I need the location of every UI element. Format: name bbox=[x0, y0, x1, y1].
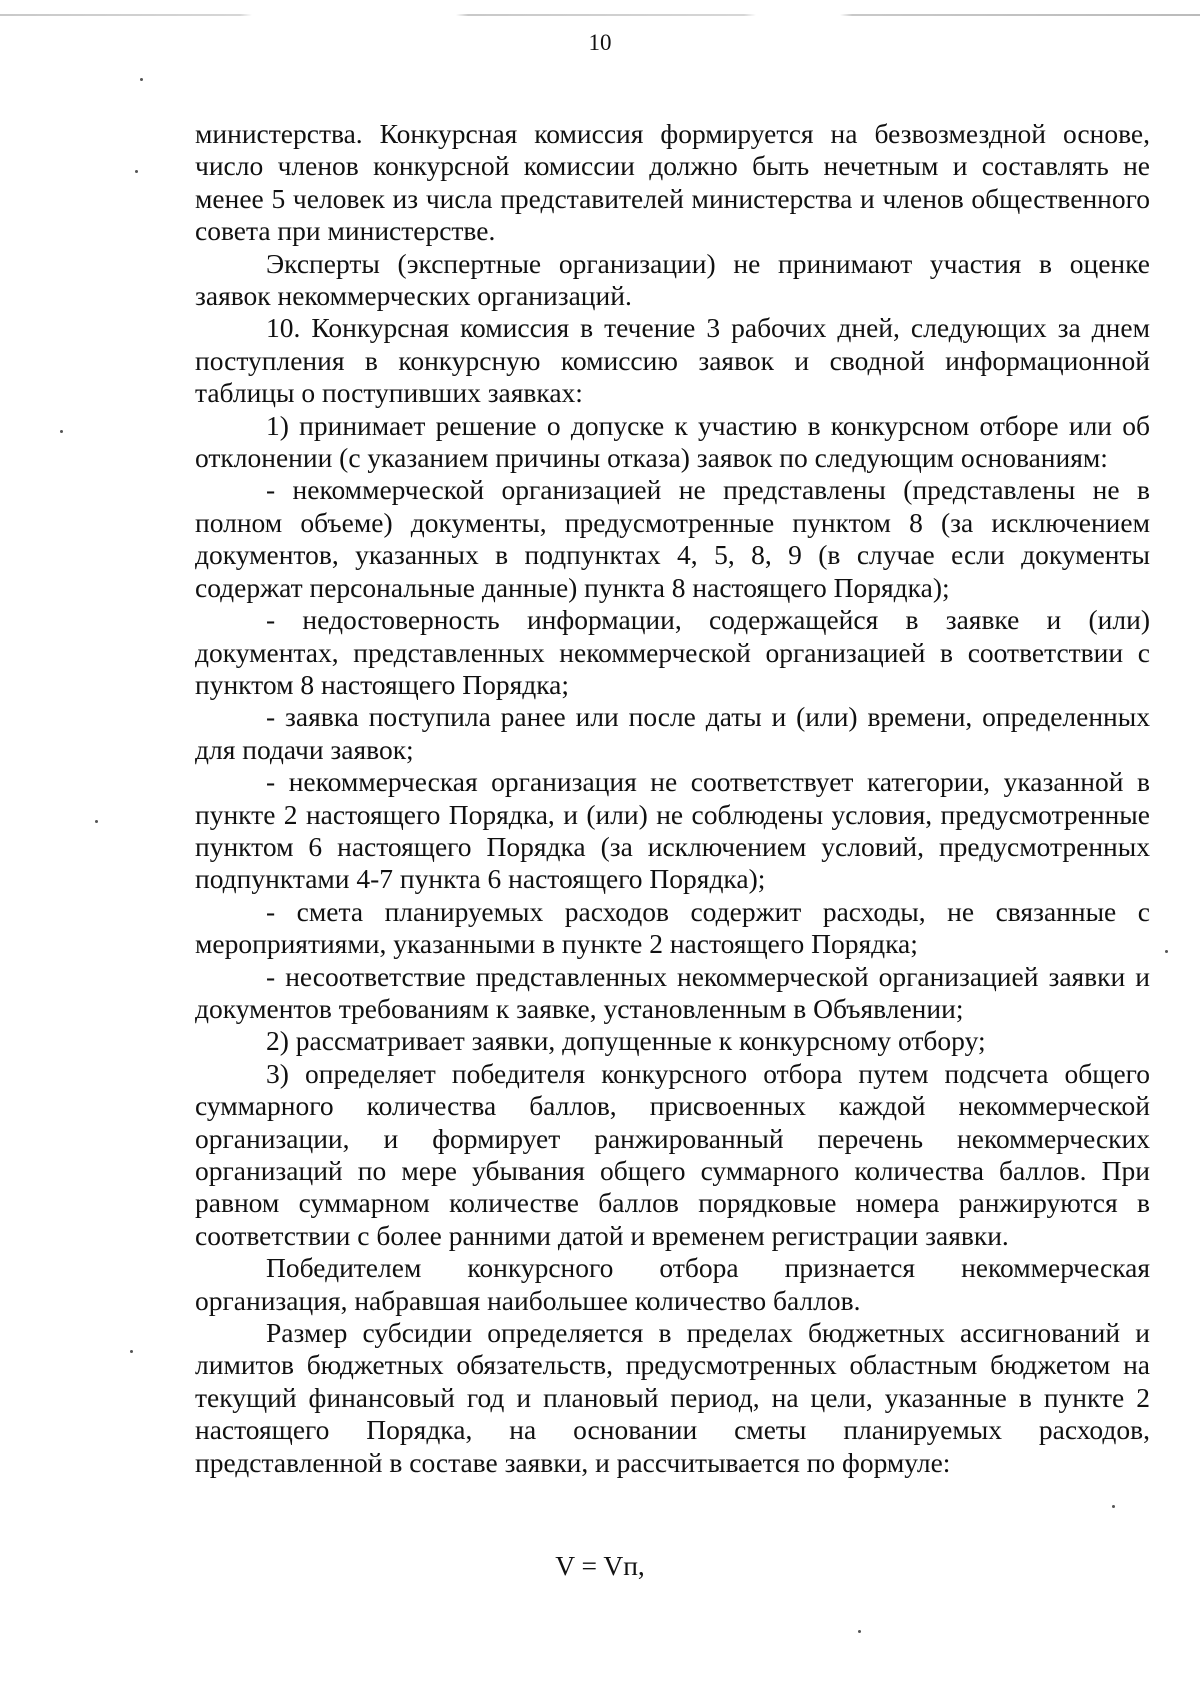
scan-speck bbox=[140, 78, 143, 81]
document-body bbox=[195, 118, 1150, 1479]
paragraph-ground-estimate: - смета планируемых расходов содержит расходы, не связанные с мероприятиями, указанными в пункте 2 настоящего Порядка; bbox=[195, 895, 1150, 960]
page-number: 10 bbox=[588, 30, 612, 55]
paragraph-item-10: 10. Конкурсная комиссия в течение 3 рабочих дней, следующих за днем поступления в конкурсную комиссию заявок и сводной информационной таблицы о поступивших заявках: bbox=[195, 312, 1150, 409]
subsidy-formula: V = Vп, bbox=[555, 1550, 645, 1581]
scan-edge-artifact bbox=[0, 14, 1200, 16]
paragraph-ground-category: - некоммерческая организация не соответствует категории, указанной в пункте 2 настоящего Порядка, и (или) не соблюдены условия, предусмотренные пунктом 6 настоящего Порядка (за исключением условий, предусмотренных подпунктами 4-7 пункта 6 настоящего Порядка); bbox=[195, 766, 1150, 895]
paragraph-ground-requirements: - несоответствие представленных некоммерческой организацией заявки и документов требованиям к заявке, установленным в Объявлении; bbox=[195, 960, 1150, 1024]
paragraph-ground-documents: - некоммерческой организацией не представлены (представлены не в полном объеме) документы, предусмотренные пунктом 8 (за исключением документов, указанных в подпунктах 4, 5, 8, 9 (в случае если документы содержат персональные данные) пункта 8 настоящего Порядка); bbox=[195, 474, 1150, 603]
scan-speck bbox=[1112, 1505, 1115, 1508]
paragraph-winner: Победителем конкурсного отбора признается некоммерческая организация, набравшая наибольшее количество баллов. bbox=[195, 1252, 1150, 1316]
paragraph-experts: Эксперты (экспертные организации) не принимают участия в оценке заявок некоммерческих организаций. bbox=[195, 247, 1150, 312]
paragraph-subitem-3: 3) определяет победителя конкурсного отбора путем подсчета общего суммарного количества баллов, присвоенных каждой некоммерческой организации, и формирует ранжированный перечень некоммерческих организаций по мере убывания общего суммарного количества баллов. При равном суммарном количестве баллов порядковые номера ранжируются в соответствии с более ранними датой и временем регистрации заявки. bbox=[195, 1057, 1150, 1251]
paragraph-subitem-1: 1) принимает решение о допуске к участию в конкурсном отборе или об отклонении (с указанием причины отказа) заявок по следующим основаниям: bbox=[195, 409, 1150, 474]
paragraph-commission-composition: министерства. Конкурсная комиссия формируется на безвозмездной основе, число членов конкурсной комиссии должно быть нечетным и составлять не менее 5 человек из числа представителей министерства и членов общественного совета при министерстве. bbox=[195, 118, 1150, 247]
paragraph-subitem-2: 2) рассматривает заявки, допущенные к конкурсному отбору; bbox=[266, 1025, 986, 1057]
scan-speck bbox=[135, 170, 138, 173]
scan-speck bbox=[130, 1350, 133, 1353]
paragraph-ground-timing: - заявка поступила ранее или после даты и (или) времени, определенных для подачи заявок; bbox=[195, 701, 1150, 765]
scan-speck bbox=[60, 430, 63, 433]
scan-speck bbox=[1165, 950, 1168, 953]
paragraph-subsidy-size: Размер субсидии определяется в пределах бюджетных ассигнований и лимитов бюджетных обязательств, предусмотренных областным бюджетом на текущий финансовый год и плановый период, на цели, указанные в пункте 2 настоящего Порядка, на основании сметы планируемых расходов, представленной в составе заявки, и рассчитывается по формуле: bbox=[195, 1317, 1150, 1478]
scan-speck bbox=[95, 820, 98, 823]
scan-speck bbox=[858, 1630, 861, 1633]
paragraph-ground-unreliable: - недостоверность информации, содержащейся в заявке и (или) документах, представленных некоммерческой организацией в соответствии с пунктом 8 настоящего Порядка; bbox=[195, 604, 1150, 700]
